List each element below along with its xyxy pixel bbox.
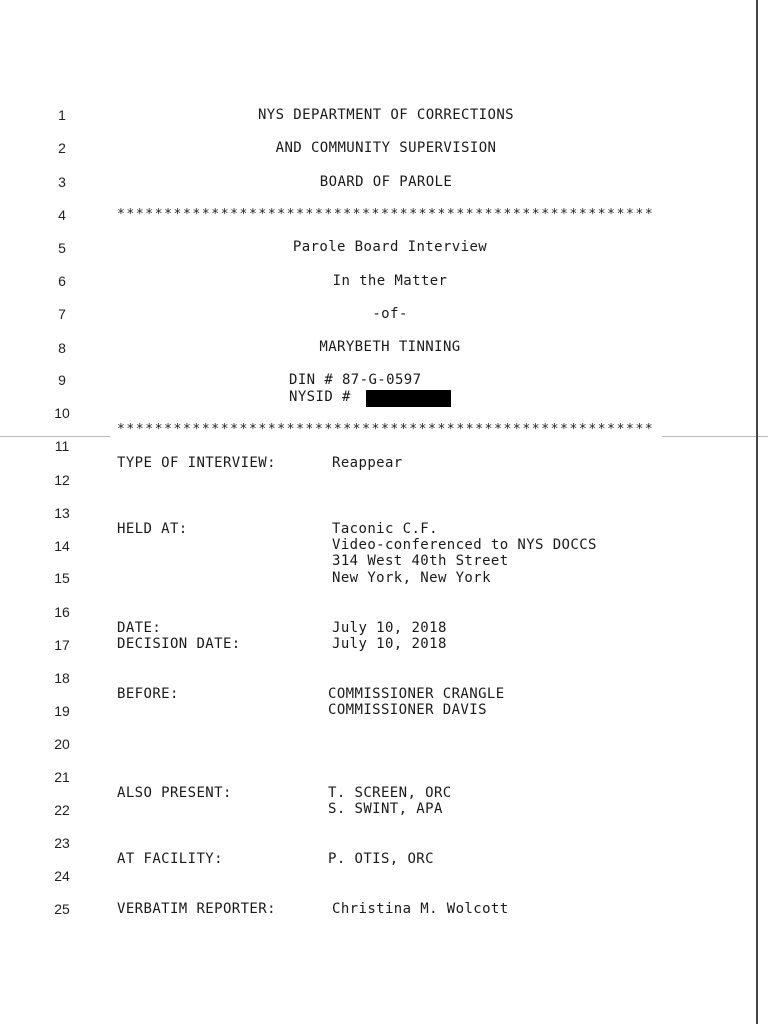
before-label: BEFORE: bbox=[117, 686, 179, 702]
agency-name-line1: NYS DEPARTMENT OF CORRECTIONS bbox=[257, 107, 515, 123]
line-number: 12 bbox=[54, 472, 70, 488]
line-number: 23 bbox=[54, 835, 70, 851]
of-line: -of- bbox=[372, 306, 408, 322]
line-number: 6 bbox=[58, 273, 66, 289]
line-number: 21 bbox=[54, 769, 70, 785]
line-number: 5 bbox=[58, 240, 66, 256]
line-number: 10 bbox=[54, 405, 70, 421]
line-number: 25 bbox=[54, 901, 70, 917]
decision-date-value: July 10, 2018 bbox=[332, 636, 447, 652]
separator-line: ********************************************************* bbox=[117, 422, 655, 437]
separator-line: ********************************************************* bbox=[117, 207, 655, 222]
line-number: 15 bbox=[54, 570, 70, 586]
at-facility-value: P. OTIS, ORC bbox=[328, 851, 434, 867]
redaction-box bbox=[366, 390, 451, 407]
decision-date-label: DECISION DATE: bbox=[117, 636, 241, 652]
line-number: 3 bbox=[58, 174, 66, 190]
reporter-label: VERBATIM REPORTER: bbox=[117, 901, 276, 917]
at-facility-label: AT FACILITY: bbox=[117, 851, 223, 867]
held-at-line: Video-conferenced to NYS DOCCS bbox=[332, 537, 597, 553]
attendee-name: T. SCREEN, ORC bbox=[328, 785, 452, 801]
date-label: DATE: bbox=[117, 620, 162, 636]
scan-noise bbox=[0, 436, 110, 437]
matter-line: In the Matter bbox=[332, 273, 448, 289]
line-number: 2 bbox=[58, 140, 66, 156]
commissioner-name: COMMISSIONER CRANGLE bbox=[328, 686, 505, 702]
line-number: 16 bbox=[54, 604, 70, 620]
held-at-line: Taconic C.F. bbox=[332, 521, 438, 537]
held-at-label: HELD AT: bbox=[117, 521, 188, 537]
held-at-line: 314 West 40th Street bbox=[332, 553, 509, 569]
line-number: 17 bbox=[54, 637, 70, 653]
line-number: 18 bbox=[54, 670, 70, 686]
agency-name-line2: AND COMMUNITY SUPERVISION bbox=[275, 140, 497, 156]
interview-type-value: Reappear bbox=[332, 455, 403, 471]
attendee-name: S. SWINT, APA bbox=[328, 801, 443, 817]
line-number: 4 bbox=[58, 207, 66, 223]
date-value: July 10, 2018 bbox=[332, 620, 447, 636]
board-name: BOARD OF PAROLE bbox=[319, 174, 453, 190]
also-present-label: ALSO PRESENT: bbox=[117, 785, 232, 801]
commissioner-name: COMMISSIONER DAVIS bbox=[328, 702, 487, 718]
line-number: 24 bbox=[54, 868, 70, 884]
interview-type-label: TYPE OF INTERVIEW: bbox=[117, 455, 276, 471]
page-edge-line bbox=[756, 0, 758, 1024]
line-number: 11 bbox=[54, 438, 70, 454]
document-title: Parole Board Interview bbox=[292, 239, 488, 255]
held-at-line: New York, New York bbox=[332, 570, 491, 586]
line-number: 7 bbox=[58, 306, 66, 322]
line-number: 8 bbox=[58, 340, 66, 356]
line-number: 1 bbox=[58, 107, 66, 123]
line-number: 22 bbox=[54, 802, 70, 818]
nysid-label: NYSID # bbox=[289, 389, 351, 405]
reporter-value: Christina M. Wolcott bbox=[332, 901, 509, 917]
line-number: 20 bbox=[54, 736, 70, 752]
din-number: DIN # 87-G-0597 bbox=[289, 372, 422, 388]
subject-name: MARYBETH TINNING bbox=[319, 339, 461, 355]
line-number: 13 bbox=[54, 505, 70, 521]
line-number: 19 bbox=[54, 703, 70, 719]
line-number: 14 bbox=[54, 538, 70, 554]
scan-noise bbox=[662, 436, 768, 437]
line-number: 9 bbox=[58, 372, 66, 388]
